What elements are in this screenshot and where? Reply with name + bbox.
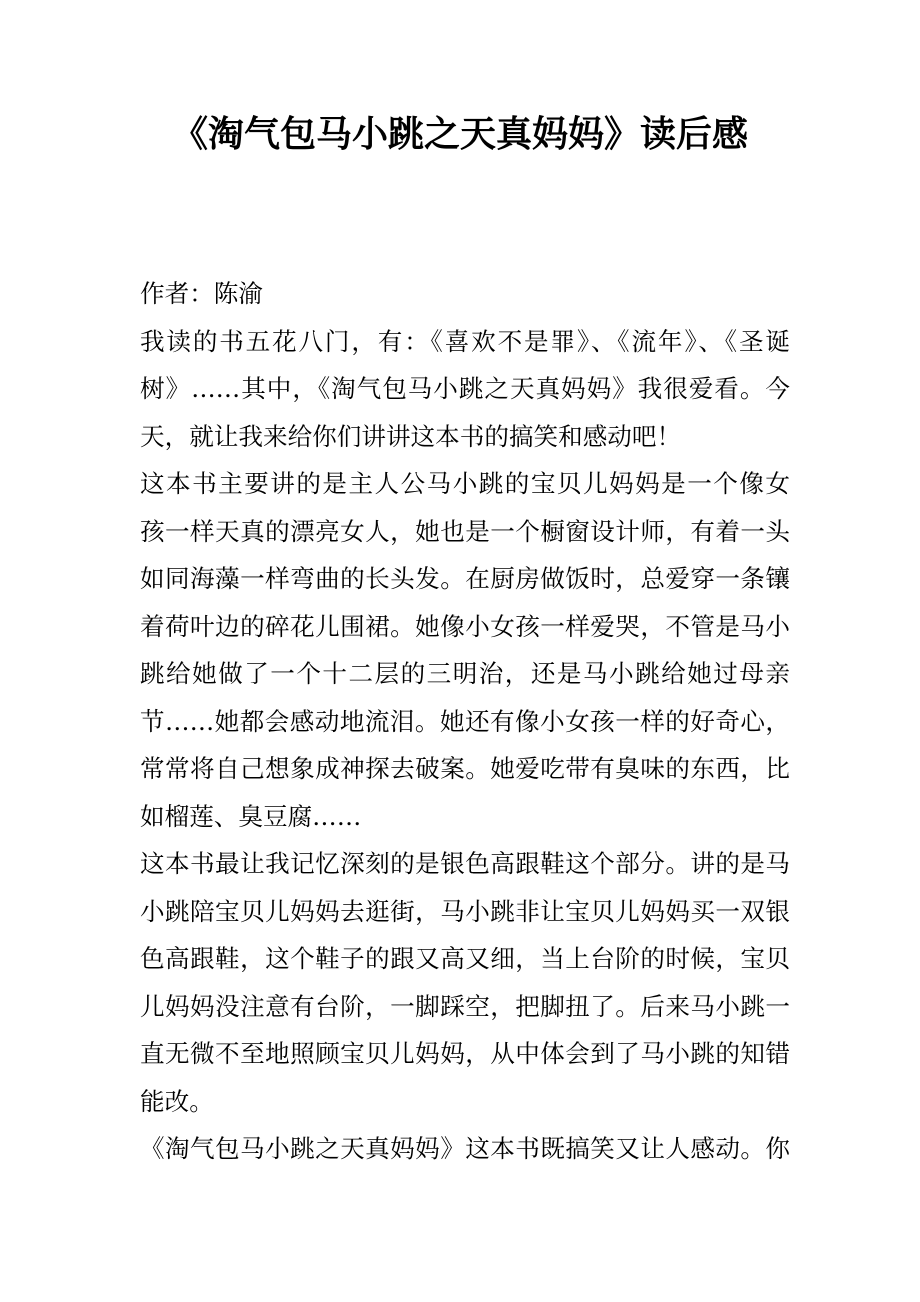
text-line: 节……她都会感动地流泪。她还有像小女孩一样的好奇心， [140, 706, 790, 736]
paragraph-memorable [140, 840, 790, 1125]
paragraph-intro [140, 318, 790, 461]
text-line: 色高跟鞋，这个鞋子的跟又高又细，当上台阶的时候，宝贝 [140, 944, 790, 973]
text-line: 这本书主要讲的是主人公马小跳的宝贝儿妈妈是一个像女 [140, 469, 790, 498]
text-line: 常常将自己想象成神探去破案。她爱吃带有臭味的东西，比 [140, 754, 790, 783]
text-line: 孩一样天真的漂亮女人，她也是一个橱窗设计师，有着一头 [140, 516, 790, 546]
text-line: 《淘气包马小跳之天真妈妈》这本书既搞笑又让人感动。你 [140, 1134, 790, 1163]
paragraph-conclusion [140, 1125, 790, 1173]
text-line: 小跳陪宝贝儿妈妈去逛街，马小跳非让宝贝儿妈妈买一双银 [140, 896, 790, 926]
text-line: 跳给她做了一个十二层的三明治，还是马小跳给她过母亲 [140, 659, 790, 688]
text-line: 儿妈妈没注意有台阶，一脚踩空，把脚扭了。后来马小跳一 [140, 991, 790, 1021]
document-body [140, 270, 790, 1173]
author-line [140, 270, 790, 318]
text-line: 树》……其中，《淘气包马小跳之天真妈妈》我很爱看。今 [140, 374, 790, 403]
text-line: 着荷叶边的碎花儿围裙。她像小女孩一样爱哭，不管是马小 [140, 611, 790, 641]
text-line: 直无微不至地照顾宝贝儿妈妈，从中体会到了马小跳的知错 [140, 1039, 790, 1068]
text-line: 我读的书五花八门，有：《喜欢不是罪》、《流年》、《圣诞 [140, 326, 790, 356]
text-line: 如榴莲、臭豆腐…… [140, 801, 362, 831]
text-line: 这本书最让我记忆深刻的是银色高跟鞋这个部分。讲的是马 [140, 849, 790, 878]
text-line: 作者：陈渝 [140, 279, 263, 308]
text-line: 如同海藻一样弯曲的长头发。在厨房做饭时，总爱穿一条镶 [140, 564, 790, 593]
text-line: 能改。 [140, 1086, 214, 1116]
paragraph-summary [140, 460, 790, 840]
text-line: 天，就让我来给你们讲讲这本书的搞笑和感动吧！ [140, 421, 682, 451]
document-title: 《淘气包马小跳之天真妈妈》读后感 [171, 113, 748, 155]
